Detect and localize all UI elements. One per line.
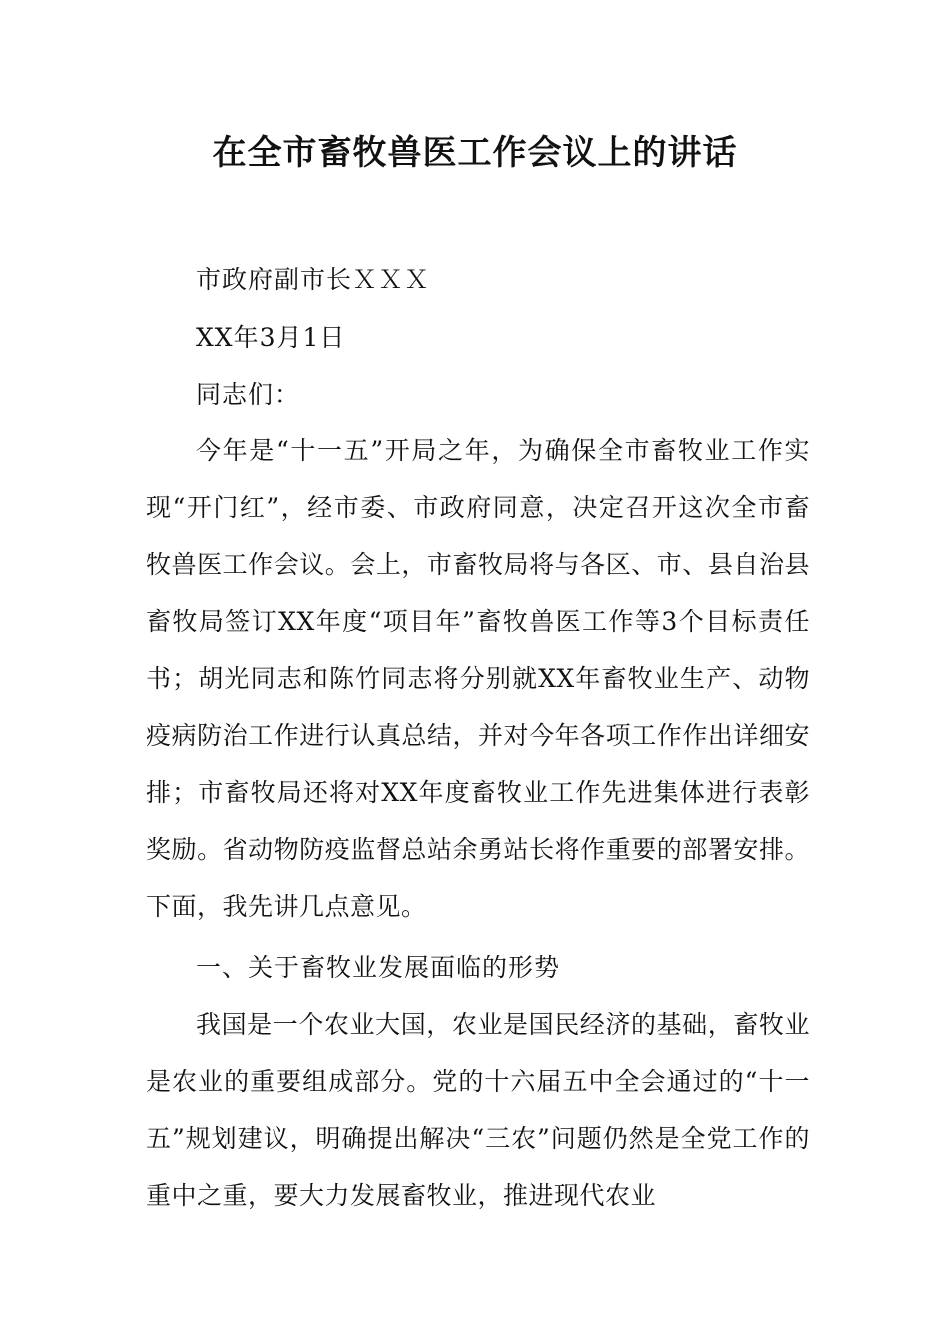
paragraph-text: 我国是一个农业大国，农业是国民经济的基础，畜牧业是农业的重要组成部分。党的十六届五中全会通过的“十一五”规划建议，明确提出解决“三农”问题仍然是全党工作的重中之重，要大力发展畜牧业，推进现代农业	[146, 1010, 810, 1210]
document-title: 在全市畜牧兽医工作会议上的讲话	[212, 133, 738, 173]
paragraph-text: 今年是“十一五”开局之年，为确保全市畜牧业工作实现“开门红”，经市委、市政府同意，决定召开这次全市畜牧兽医工作会议。会上，市畜牧局将与各区、市、县自治县畜牧局签订XX年度“项目年”畜牧兽医工作等3个目标责任书；胡光同志和陈竹同志将分别就XX年畜牧业生产、动物疫病防治工作进行认真总结，并对今年各项工作作出详细安排；市畜牧局还将对XX年度畜牧业工作先进集体进行表彰奖励。省动物防疫监督总站余勇站长将作重要的部署安排。下面，我先讲几点意见。	[146, 436, 810, 921]
paragraph-intro	[146, 422, 810, 935]
paragraph-section-1	[146, 996, 810, 1224]
date-line: XX年3月1日	[196, 323, 346, 352]
speaker-line: 市政府副市长ＸＸＸ	[196, 265, 431, 294]
section-heading: 一、关于畜牧业发展面临的形势	[196, 953, 561, 982]
salutation: 同志们：	[196, 380, 301, 409]
